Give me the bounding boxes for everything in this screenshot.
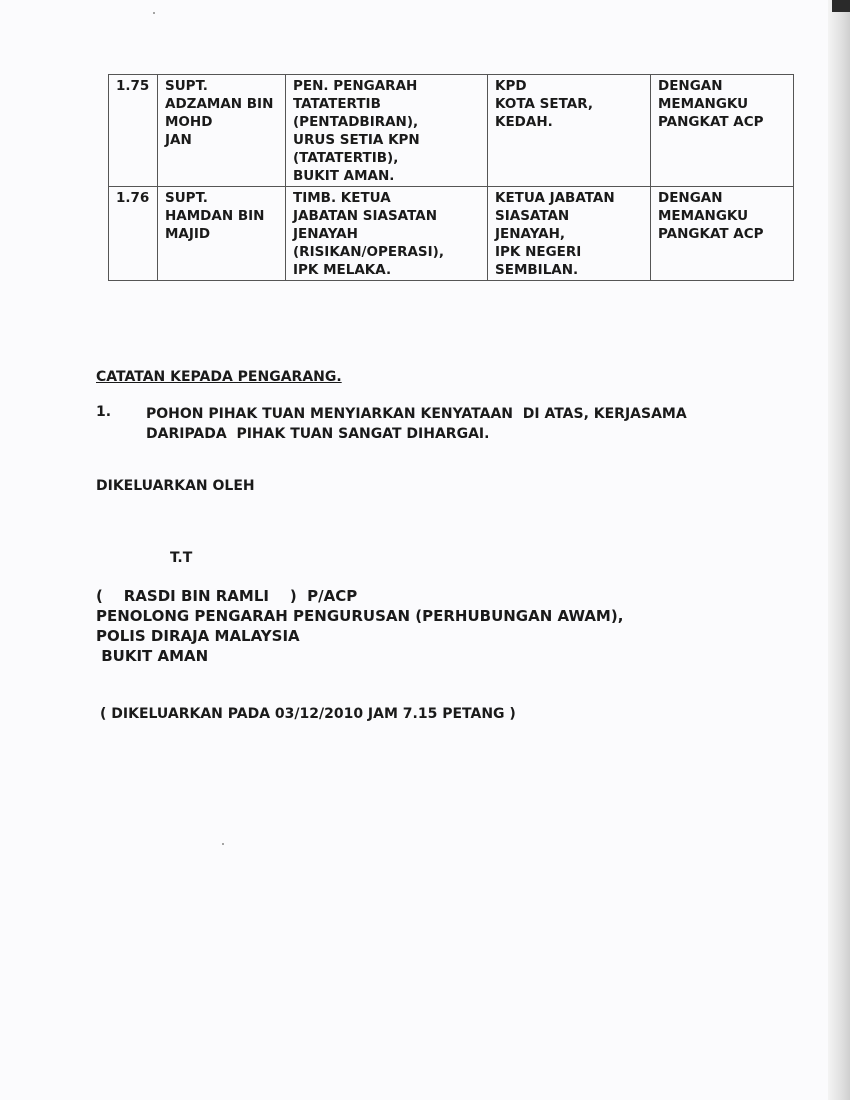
note-item-line: POHON PIHAK TUAN MENYIARKAN KENYATAAN DI ATAS, KERJASAMA bbox=[146, 406, 687, 422]
note-heading: CATATAN KEPADA PENGARANG. bbox=[96, 369, 342, 385]
cell-line: URUS SETIA KPN bbox=[293, 132, 420, 148]
cell-line: JABATAN SIASATAN bbox=[293, 208, 437, 224]
cell-line: MOHD bbox=[165, 114, 213, 130]
cell-line: SUPT. bbox=[165, 78, 208, 94]
cell-line: TIMB. KETUA bbox=[293, 190, 391, 206]
cell-line: SEMBILAN. bbox=[495, 262, 579, 278]
cell-remark bbox=[651, 75, 794, 187]
cell-new-post bbox=[488, 75, 651, 187]
note-item-number: 1. bbox=[96, 404, 112, 420]
cell-line: JENAYAH bbox=[293, 226, 358, 242]
signature-block bbox=[96, 586, 623, 666]
cell-officer-name bbox=[158, 75, 286, 187]
table-row bbox=[109, 75, 794, 187]
cell-line: KOTA SETAR, bbox=[495, 96, 593, 112]
postings-table bbox=[108, 74, 794, 281]
cell-line: DENGAN bbox=[658, 78, 723, 94]
cell-number: 1.76 bbox=[109, 187, 158, 281]
signed-mark: T.T bbox=[170, 550, 193, 566]
scan-edge bbox=[828, 0, 850, 1100]
note-item-text bbox=[146, 404, 687, 444]
scan-speck bbox=[222, 843, 224, 845]
signatory-location: BUKIT AMAN bbox=[96, 647, 209, 665]
cell-line: IPK NEGERI bbox=[495, 244, 582, 260]
cell-line: MEMANGKU bbox=[658, 208, 749, 224]
scan-speck bbox=[153, 12, 155, 14]
cell-line: PANGKAT ACP bbox=[658, 114, 764, 130]
cell-line: (RISIKAN/OPERASI), bbox=[293, 244, 444, 260]
signatory-title: PENOLONG PENGARAH PENGURUSAN (PERHUBUNGAN AWAM), bbox=[96, 607, 624, 625]
cell-line: KEDAH. bbox=[495, 114, 553, 130]
cell-line: IPK MELAKA. bbox=[293, 262, 392, 278]
cell-number: 1.75 bbox=[109, 75, 158, 187]
cell-new-post bbox=[488, 187, 651, 281]
cell-officer-name bbox=[158, 187, 286, 281]
signatory-org: POLIS DIRAJA MALAYSIA bbox=[96, 627, 300, 645]
signatory-name: ( RASDI BIN RAMLI ) P/ACP bbox=[96, 587, 358, 605]
cell-remark bbox=[651, 187, 794, 281]
cell-current-post bbox=[286, 75, 488, 187]
issued-by-label: DIKELUARKAN OLEH bbox=[96, 478, 255, 494]
cell-line: MEMANGKU bbox=[658, 96, 749, 112]
cell-line: SIASATAN JENAYAH, bbox=[495, 208, 570, 242]
scan-mark bbox=[832, 0, 850, 12]
cell-line: KPD bbox=[495, 78, 527, 94]
cell-line: (TATATERTIB), bbox=[293, 150, 399, 166]
cell-line: ADZAMAN BIN bbox=[165, 96, 274, 112]
cell-line: PANGKAT ACP bbox=[658, 226, 764, 242]
note-item-line: DARIPADA PIHAK TUAN SANGAT DIHARGAI. bbox=[146, 426, 490, 442]
cell-line: PEN. PENGARAH bbox=[293, 78, 418, 94]
cell-line: BUKIT AMAN. bbox=[293, 168, 395, 184]
table-row bbox=[109, 187, 794, 281]
cell-line: TATATERTIB bbox=[293, 96, 381, 112]
cell-line: KETUA JABATAN bbox=[495, 190, 615, 206]
cell-current-post bbox=[286, 187, 488, 281]
cell-line: DENGAN bbox=[658, 190, 723, 206]
cell-line: MAJID bbox=[165, 226, 211, 242]
cell-line: HAMDAN BIN bbox=[165, 208, 265, 224]
issued-on: ( DIKELUARKAN PADA 03/12/2010 JAM 7.15 PETANG ) bbox=[100, 706, 516, 722]
cell-line: SUPT. bbox=[165, 190, 208, 206]
cell-line: JAN bbox=[165, 132, 192, 148]
cell-line: (PENTADBIRAN), bbox=[293, 114, 419, 130]
